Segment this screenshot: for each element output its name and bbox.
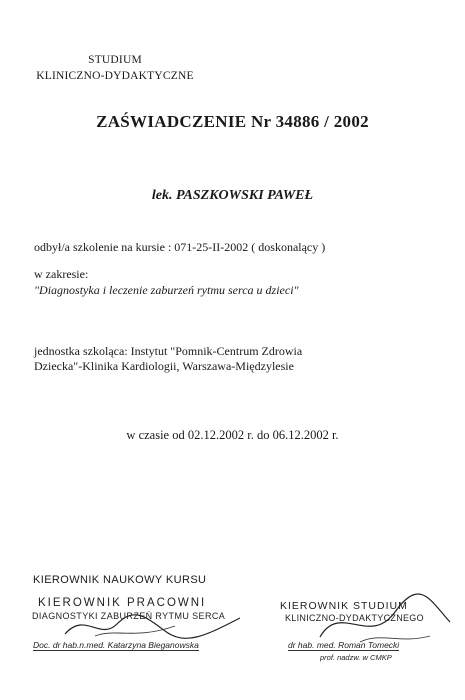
issuer-line-2: KLINICZNO-DYDAKTYCZNE bbox=[36, 70, 194, 82]
left-stamp-line-2: DIAGNOSTYKI ZABURZEŃ RYTMU SERCA bbox=[32, 611, 226, 621]
training-unit bbox=[34, 344, 424, 374]
scope-value: "Diagnostyka i leczenie zaburzeń rytmu serca u dzieci" bbox=[34, 283, 299, 297]
certificate-title: ZAŚWIADCZENIE Nr 34886 / 2002 bbox=[96, 112, 369, 131]
right-signatory: dr hab. med. Roman Tomecki bbox=[288, 640, 400, 650]
training-unit-line-1: jednostka szkoląca: Instytut "Pomnik-Centrum Zdrowia bbox=[34, 344, 303, 358]
recipient-name: lek. PASZKOWSKI PAWEŁ bbox=[151, 188, 314, 203]
issuer-line-1: STUDIUM bbox=[88, 54, 142, 66]
course-period: w czasie od 02.12.2002 r. do 06.12.2002 r. bbox=[126, 428, 339, 442]
training-course: odbył/a szkolenie na kursie : 071-25-II-2002 ( doskonalący ) bbox=[34, 240, 326, 254]
right-signatory-note: prof. nadzw. w CMKP bbox=[320, 653, 392, 662]
right-stamp-line-2: KLINICZNO-DYDAKTYCZNEGO bbox=[285, 613, 424, 623]
left-stamp-line-1: KIEROWNIK PRACOWNI bbox=[38, 597, 207, 609]
scientific-director-heading: KIEROWNIK NAUKOWY KURSU bbox=[33, 574, 207, 586]
left-signatory: Doc. dr hab.n.med. Katarzyna Bieganowska bbox=[33, 640, 199, 650]
training-unit-line-2: Dziecka"-Klinika Kardiologii, Warszawa-Międzylesie bbox=[34, 359, 294, 373]
issuer-header bbox=[0, 52, 230, 84]
scope-label: w zakresie: bbox=[34, 267, 89, 281]
right-stamp-line-1: KIEROWNIK STUDIUM bbox=[280, 600, 408, 612]
